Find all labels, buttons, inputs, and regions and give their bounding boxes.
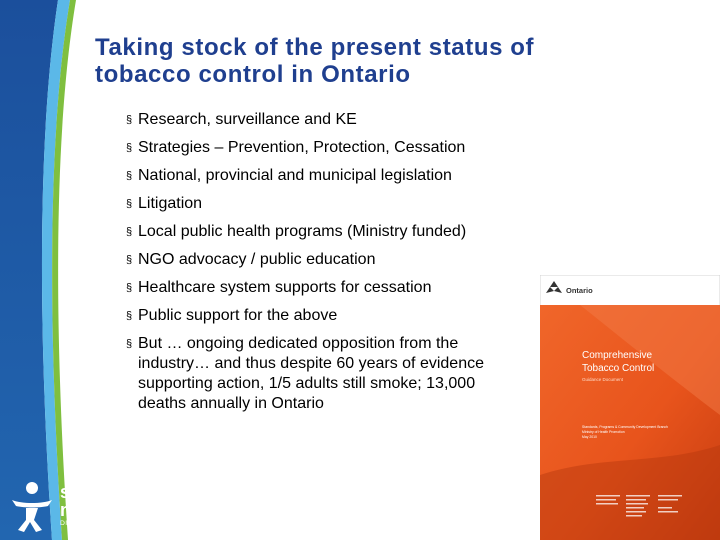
cover-date: May 2010	[582, 435, 597, 439]
cover-branch-line-2: Ministry of Health Promotion	[582, 430, 625, 434]
bullet-item	[126, 222, 526, 242]
logo-figure-icon	[8, 478, 56, 534]
bullet-text: But … ongoing dedicated opposition from the industry… and thus despite 60 years of evidence supporting action, 1/5 adults still smoke; 13,000 deaths annually in Ontario	[138, 335, 484, 412]
bullet-item	[126, 166, 526, 186]
cover-branch-line-1: Standards, Programs & Community Development Branch	[582, 425, 668, 429]
bullet-marker: §	[126, 338, 133, 350]
bullet-text: Healthcare system supports for cessation	[138, 279, 432, 296]
bullet-marker: §	[126, 142, 133, 154]
bullet-item	[126, 194, 526, 214]
bullet-marker: §	[126, 226, 133, 238]
bullet-text: Litigation	[138, 195, 203, 212]
bullet-item	[126, 306, 526, 326]
slide-title-line-2: tobacco control in Ontario	[95, 61, 411, 88]
document-cover-image	[540, 275, 720, 540]
bullet-item	[126, 334, 526, 414]
bullet-item	[126, 250, 526, 270]
bullet-item	[126, 278, 526, 298]
bullet-marker: §	[126, 198, 133, 210]
logo-text-district: DISTRICT HEALTH UNIT	[60, 520, 146, 527]
simcoe-muskoka-logo	[8, 478, 158, 534]
logo-text-simcoe: simcoe	[60, 482, 121, 502]
bullet-text: Local public health programs (Ministry funded)	[138, 223, 467, 240]
bullet-marker: §	[126, 282, 133, 294]
bullet-text: Public support for the above	[138, 307, 338, 324]
left-decorative-band	[0, 0, 90, 540]
cover-title-line-1: Comprehensive	[582, 350, 653, 361]
cover-subtitle: Guidance Document	[582, 377, 624, 382]
bullet-text: Strategies – Prevention, Protection, Cessation	[138, 139, 466, 156]
bullet-item	[126, 138, 526, 158]
bullet-marker: §	[126, 254, 133, 266]
bullet-text: NGO advocacy / public education	[138, 251, 376, 268]
bullet-marker: §	[126, 170, 133, 182]
bullet-marker: §	[126, 310, 133, 322]
bullet-list	[126, 110, 526, 422]
bullet-text: National, provincial and municipal legislation	[138, 167, 452, 184]
slide-title	[95, 34, 695, 88]
bullet-item	[126, 110, 526, 130]
cover-publisher: Ontario	[566, 286, 593, 295]
slide-title-line-1: Taking stock of the present status of	[95, 34, 535, 61]
bullet-text: Research, surveillance and KE	[138, 111, 357, 128]
logo-text-muskoka: muskoka	[60, 500, 136, 520]
cover-title-line-2: Tobacco Control	[582, 363, 655, 374]
bullet-marker: §	[126, 114, 133, 126]
